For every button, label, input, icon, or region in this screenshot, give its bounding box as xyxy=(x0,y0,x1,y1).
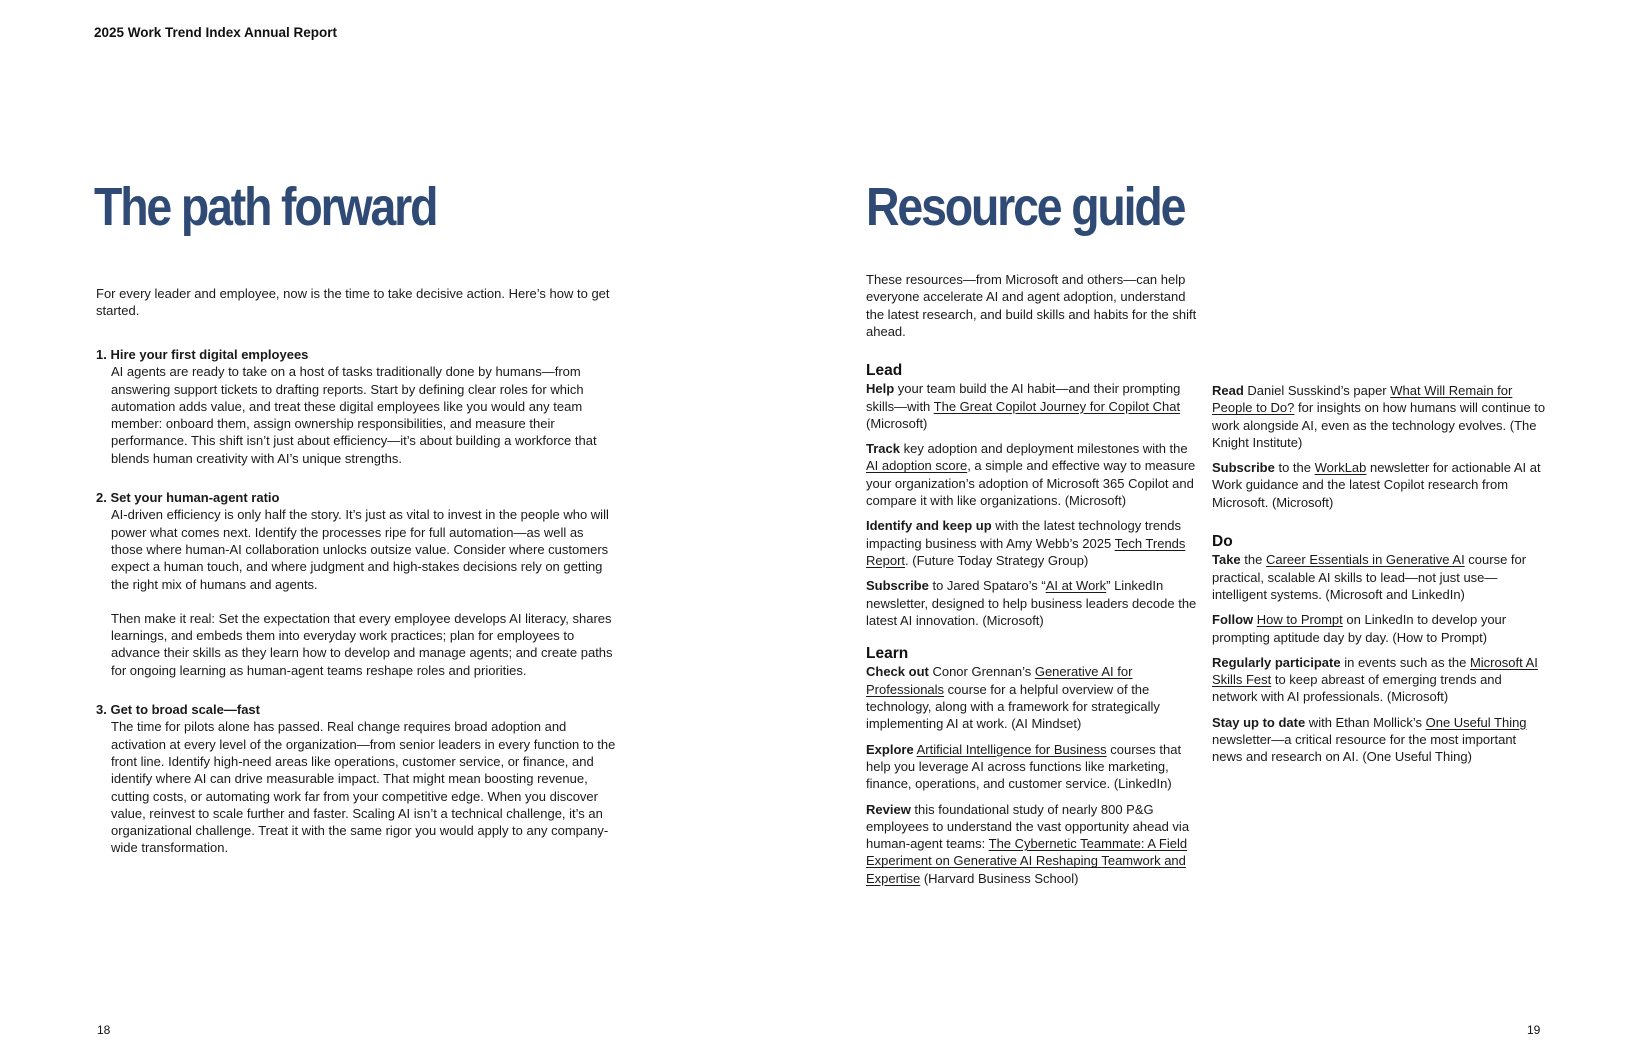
steps-list xyxy=(96,346,616,879)
step-paragraph: Then make it real: Set the expectation that every employee develops AI literacy, shares learnings, and embeds them into everyday work practices; plan for employees to advance their skills as they learn how to develop and manage agents; and create paths for ongoing learning as human-agent teams reshape roles and priorities. xyxy=(111,610,613,678)
resource-text: to the xyxy=(1274,460,1315,476)
step-2 xyxy=(96,489,616,679)
resource-text: newsletter—a critical resource for the most important news and research on AI. (One Useful Thing) xyxy=(1212,732,1517,765)
resource-link[interactable]: The Cybernetic Teammate: A Field Experiment on Generative AI Reshaping Teamwork and Expertise xyxy=(866,836,1188,886)
resource-link[interactable]: WorkLab xyxy=(1314,460,1367,476)
section-do xyxy=(1212,533,1547,766)
resource-text: courses that help you leverage AI across functions like marketing, finance, operations, and customer service. (LinkedIn) xyxy=(866,741,1182,792)
report-header: 2025 Work Trend Index Annual Report xyxy=(94,25,338,40)
resource-text: to Jared Spataro’s “ xyxy=(928,578,1046,594)
resource-text: (Microsoft) xyxy=(866,415,928,431)
page-number-left: 18 xyxy=(97,1023,111,1037)
resource-text: with the latest technology trends impacting business with Amy Webb’s 2025 xyxy=(866,518,1182,551)
resource-text: your team build the AI habit—and their prompting skills—with xyxy=(866,381,1181,414)
step-paragraph: The time for pilots alone has passed. Real change requires broad adoption and activation at every level of the organization—from senior leaders in every function to the front line. Identify high-need areas like operations, customer service, or finance, and identify where AI can drive measurable impact. That might mean boosting revenue, cutting costs, or automating work far from your competitive edge. When you discover value, reinvest to scale further and faster. Scaling AI isn’t a technical challenge, it’s an organizational challenge. Treat it with the same rigor you would apply to any company-wide transformation. xyxy=(111,719,616,856)
resource-text: Daniel Susskind’s paper xyxy=(1243,383,1391,398)
resource-text: for insights on how humans will continue to work alongside AI, even as the technology evolves. (The Knight Institute) xyxy=(1212,400,1546,450)
resource-verb: Subscribe xyxy=(1212,460,1275,476)
page-number-right: 19 xyxy=(1527,1023,1541,1037)
resource-item xyxy=(1212,551,1547,603)
resource-item xyxy=(1212,459,1547,511)
resource-item xyxy=(866,741,1201,793)
page-title-resource-guide: Resource guide xyxy=(866,177,1185,237)
resource-text: to keep abreast of emerging trends and network with AI professionals. (Microsoft) xyxy=(1212,672,1502,705)
resource-link[interactable]: Artificial Intelligence for Business xyxy=(916,741,1107,757)
resource-link[interactable]: Tech Trends Report xyxy=(866,535,1186,568)
step-paragraph: AI-driven efficiency is only half the story. It’s just as vital to invest in the people who will power what comes next. Identify the processes ripe for full automation—as well as those where human-AI collaboration unlocks outsize value. Consider where customers expect a human touch, and where judgment and high-stakes decisions rely on getting the right mix of humans and agents. xyxy=(111,507,609,592)
resource-text: course for practical, scalable AI skills to lead—not just use—intelligent systems. (Microsoft and LinkedIn) xyxy=(1212,552,1527,602)
resource-link[interactable]: The Great Copilot Journey for Copilot Chat xyxy=(933,398,1181,414)
step-1 xyxy=(96,346,616,467)
resource-verb: Track xyxy=(866,441,900,457)
resource-text: newsletter for actionable AI at Work guidance and the latest Copilot research from Microsoft. (Microsoft) xyxy=(1212,460,1541,510)
resource-text: on LinkedIn to develop your prompting aptitude day by day. (How to Prompt) xyxy=(1212,612,1507,645)
page-title-path-forward: The path forward xyxy=(94,177,437,237)
resource-link[interactable]: How to Prompt xyxy=(1256,612,1343,628)
section-heading-lead: Lead xyxy=(866,362,903,379)
resource-text: , a simple and effective way to measure your organization’s adoption of Microsoft 365 Copilot and compare it with like organizations. (Microsoft) xyxy=(866,458,1196,509)
resource-verb: Help xyxy=(866,381,895,397)
resource-text: course for a helpful overview of the technology, along with a framework for strategically implementing AI at work. (AI Mindset) xyxy=(866,681,1160,732)
resource-text: (Harvard Business School) xyxy=(920,870,1079,886)
step-heading: 3. Get to broad scale—fast xyxy=(96,702,260,718)
resource-intro: These resources—from Microsoft and others—can help everyone accelerate AI and agent adoption, understand the latest research, and build skills and habits for the shift ahead. xyxy=(866,272,1197,339)
step-3 xyxy=(96,701,616,857)
resource-item xyxy=(866,440,1201,509)
resource-link[interactable]: One Useful Thing xyxy=(1425,714,1527,730)
resource-text: . (Future Today Strategy Group) xyxy=(905,552,1089,568)
resource-text: Conor Grennan’s xyxy=(928,664,1035,680)
resource-verb: Take xyxy=(1212,552,1241,568)
resource-verb: Follow xyxy=(1212,612,1254,628)
resource-text: key adoption and deployment milestones with the xyxy=(899,441,1188,457)
resource-text: in events such as the xyxy=(1340,654,1470,670)
section-lead-continued xyxy=(1212,382,1547,511)
resource-verb: Read xyxy=(1212,383,1244,398)
resource-link[interactable]: AI at Work xyxy=(1045,578,1107,594)
step-paragraph: AI agents are ready to take on a host of tasks traditionally done by humans—from answering support tickets to drafting reports. Start by defining clear roles for which automation adds value, and treat these digital employees like you would any team member: onboard them, assign ownership responsibilities, and measure their performance. This shift isn’t just about efficiency—it’s about building a workforce that blends human creativity with AI’s unique strengths. xyxy=(111,364,597,466)
resource-link[interactable]: Microsoft AI Skills Fest xyxy=(1212,654,1538,688)
resource-link[interactable]: Generative AI for Professionals xyxy=(866,664,1133,697)
resource-link[interactable]: Career Essentials in Generative AI xyxy=(1265,552,1465,568)
resource-verb: Review xyxy=(866,801,911,817)
step-heading: 1. Hire your first digital employees xyxy=(96,347,309,362)
resource-text: ” LinkedIn newsletter, designed to help business leaders decode the latest AI innovation. (Microsoft) xyxy=(866,578,1197,628)
resource-link[interactable]: AI adoption score xyxy=(866,458,968,474)
resource-item xyxy=(866,663,1201,732)
resource-verb: Check out xyxy=(866,664,929,680)
section-heading-do: Do xyxy=(1212,533,1233,551)
resource-item xyxy=(866,517,1201,569)
section-heading-learn: Learn xyxy=(866,645,909,663)
resource-link[interactable]: What Will Remain for People to Do? xyxy=(1212,383,1513,416)
resource-text: with Ethan Mollick’s xyxy=(1305,714,1426,730)
resource-item xyxy=(1212,382,1547,451)
resource-item xyxy=(866,577,1201,629)
step-heading: 2. Set your human-agent ratio xyxy=(96,490,280,506)
intro-paragraph: For every leader and employee, now is the time to take decisive action. Here’s how to get started. xyxy=(96,286,610,319)
resource-verb: Regularly participate xyxy=(1212,654,1341,670)
resource-text: this foundational study of nearly 800 P&G employees to understand the vast opportunity ahead via human-agent teams: xyxy=(866,801,1190,852)
resource-verb: Subscribe xyxy=(866,578,929,594)
resource-item xyxy=(1212,714,1547,766)
resource-column-2 xyxy=(1212,382,1547,782)
resource-verb: Explore xyxy=(866,741,914,757)
resource-item xyxy=(866,801,1201,887)
resource-verb: Stay up to date xyxy=(1212,714,1306,730)
resource-item xyxy=(866,380,1201,432)
resource-item xyxy=(1212,654,1547,706)
resource-item xyxy=(1212,611,1547,646)
resource-verb: Identify and keep up xyxy=(866,518,992,534)
resource-column-1 xyxy=(866,362,1201,903)
section-learn xyxy=(866,645,1201,887)
resource-text: the xyxy=(1240,552,1266,568)
section-lead xyxy=(866,362,1201,629)
